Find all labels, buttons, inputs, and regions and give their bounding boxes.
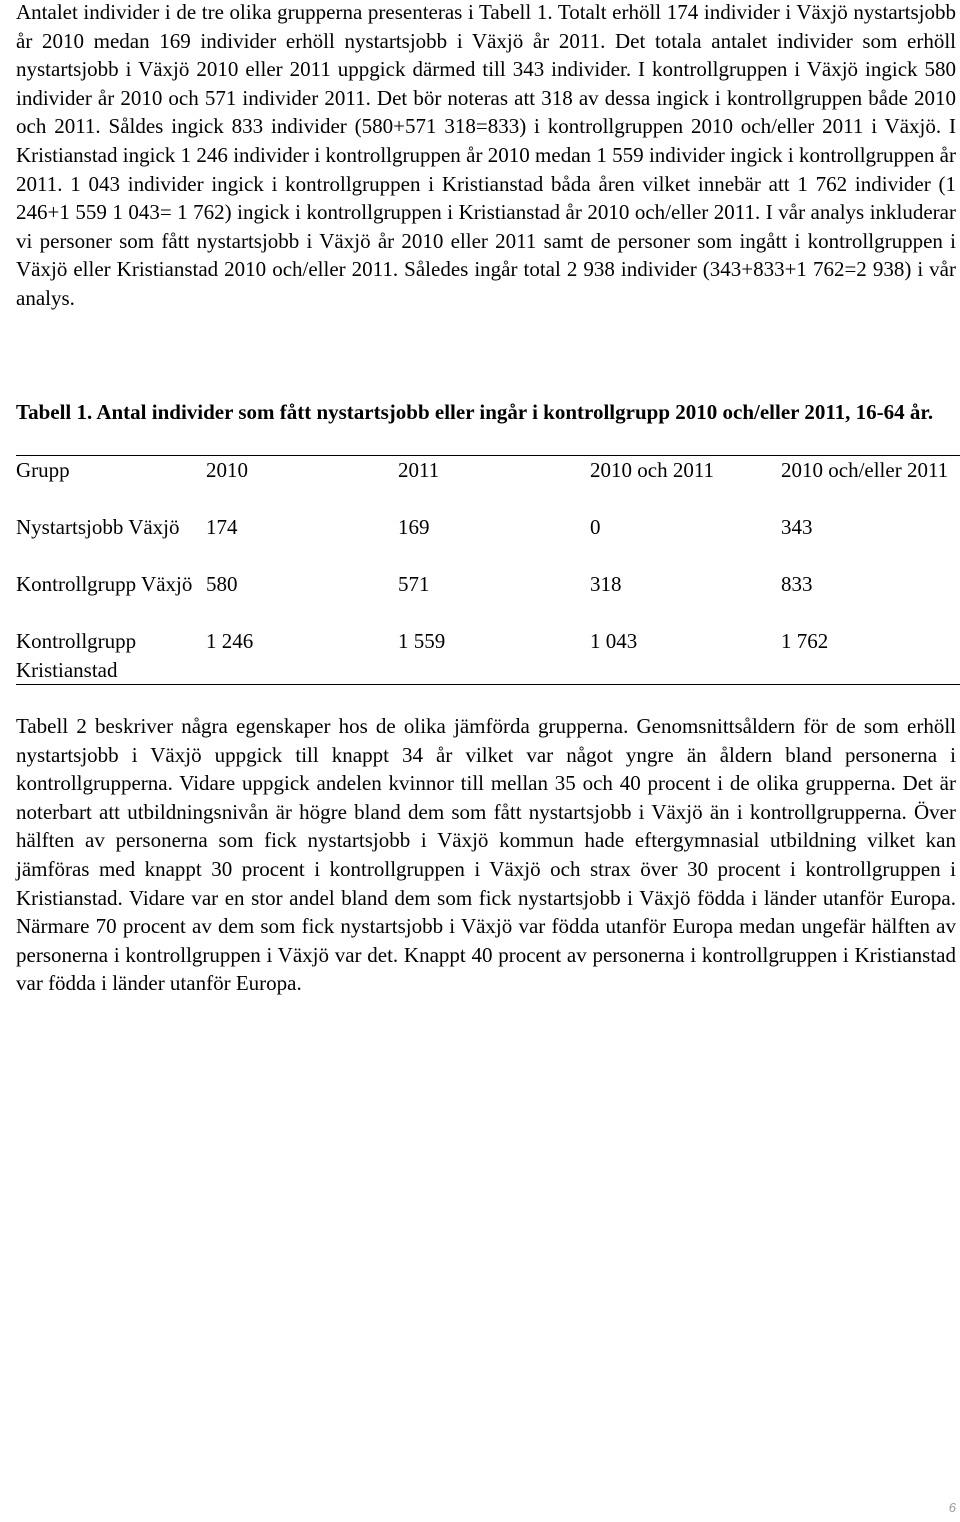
table-cell: 0 bbox=[590, 515, 601, 539]
header-cell: Grupp bbox=[16, 456, 206, 514]
table-row bbox=[16, 513, 960, 570]
table-cell: 1 043 bbox=[590, 627, 781, 685]
table-row bbox=[16, 570, 960, 627]
header-cell: 2011 bbox=[398, 456, 590, 514]
table-cell: Kontrollgrupp Kristianstad bbox=[16, 627, 206, 685]
paragraph-intro: Antalet individer i de tre olika grupperna presenteras i Tabell 1. Totalt erhöll 174 individer i Växjö nystartsjobb år 2010 medan 169 individer erhöll nystartsjobb i Växjö år 2011. Det totala antalet individer som erhöll nystartsjobb i Växjö 2010 eller 2011 uppgick därmed till 343 individer. I kontrollgruppen i Växjö ingick 580 individer år 2010 och 571 individer 2011. Det bör noteras att 318 av dessa ingick i kontrollgruppen både 2010 och 2011. Såldes ingick 833 individer (580+571 318=833) i kontrollgruppen 2010 och/eller 2011 i Växjö. I Kristianstad ingick 1 246 individer i kontrollgruppen år 2010 medan 1 559 individer ingick i kontrollgruppen år 2011. 1 043 individer ingick i kontrollgruppen i Kristianstad båda åren vilket innebär att 1 762 individer (1 246+1 559 1 043= 1 762) ingick i kontrollgruppen i Kristianstad år 2010 och/eller 2011. I vår analys inkluderar vi personer som fått nystartsjobb i Växjö år 2010 eller 2011 samt de personer som ingått i kontrollgruppen i Växjö eller Kristianstad 2010 och/eller 2011. Således ingår total 2 938 individer (343+833+1 762=2 938) i vår analys. bbox=[16, 0, 956, 310]
table-row bbox=[16, 627, 960, 685]
table-cell: 174 bbox=[206, 515, 238, 539]
document-page bbox=[16, 0, 956, 996]
table-cell: 580 bbox=[206, 572, 238, 596]
paragraph-table2-description: Tabell 2 beskriver några egenskaper hos de olika jämförda grupperna. Genomsnittsåldern för de som erhöll nystartsjobb i Växjö uppgick till knappt 34 år vilket var något yngre än åldern bland personerna i kontrollgrupperna. Vidare uppgick andelen kvinnor till mellan 35 och 40 procent i de olika grupperna. Det är noterbart att utbildningsnivån är högre bland dem som fått nystartsjobb i Växjö än i kontrollgrupperna. Över hälften av personerna som fick nystartsjobb i Växjö kommun hade eftergymnasial utbildning vilket kan jämföras med knappt 30 procent i kontrollgruppen i Växjö och strax över 30 procent i kontrollgruppen i Kristianstad. Vidare var en stor andel bland dem som fick nystartsjobb i Växjö födda i länder utanför Europa. Närmare 70 procent av dem som fick nystartsjobb i Växjö var födda utanför Europa medan ungefär hälften av personerna i kontrollgruppen i Växjö var det. Knappt 40 procent av personerna i kontrollgruppen i Kristianstad var födda i länder utanför Europa. bbox=[16, 714, 956, 996]
header-cell: 2010 bbox=[206, 456, 398, 514]
data-table bbox=[16, 455, 960, 685]
table-caption: Tabell 1. Antal individer som fått nystartsjobb eller ingår i kontrollgrupp 2010 och/eller 2011, 16-64 år. bbox=[16, 400, 934, 424]
table-cell: 169 bbox=[398, 515, 430, 539]
table-cell: 833 bbox=[781, 572, 813, 596]
table-cell: 318 bbox=[590, 572, 622, 596]
table-cell: Nystartsjobb Växjö bbox=[16, 515, 180, 539]
table-cell: 343 bbox=[781, 515, 813, 539]
header-cell: 2010 och 2011 bbox=[590, 456, 781, 514]
table-cell: 1 559 bbox=[398, 627, 590, 685]
table-header-row bbox=[16, 456, 960, 514]
table-cell: 1 246 bbox=[206, 627, 398, 685]
table-cell: 1 762 bbox=[781, 627, 960, 685]
table-container bbox=[16, 455, 960, 685]
header-cell: 2010 och/eller 2011 bbox=[781, 456, 960, 514]
page-number: 6 bbox=[948, 1500, 956, 1515]
table-cell: Kontrollgrupp Växjö bbox=[16, 572, 193, 596]
table-cell: 571 bbox=[398, 572, 430, 596]
